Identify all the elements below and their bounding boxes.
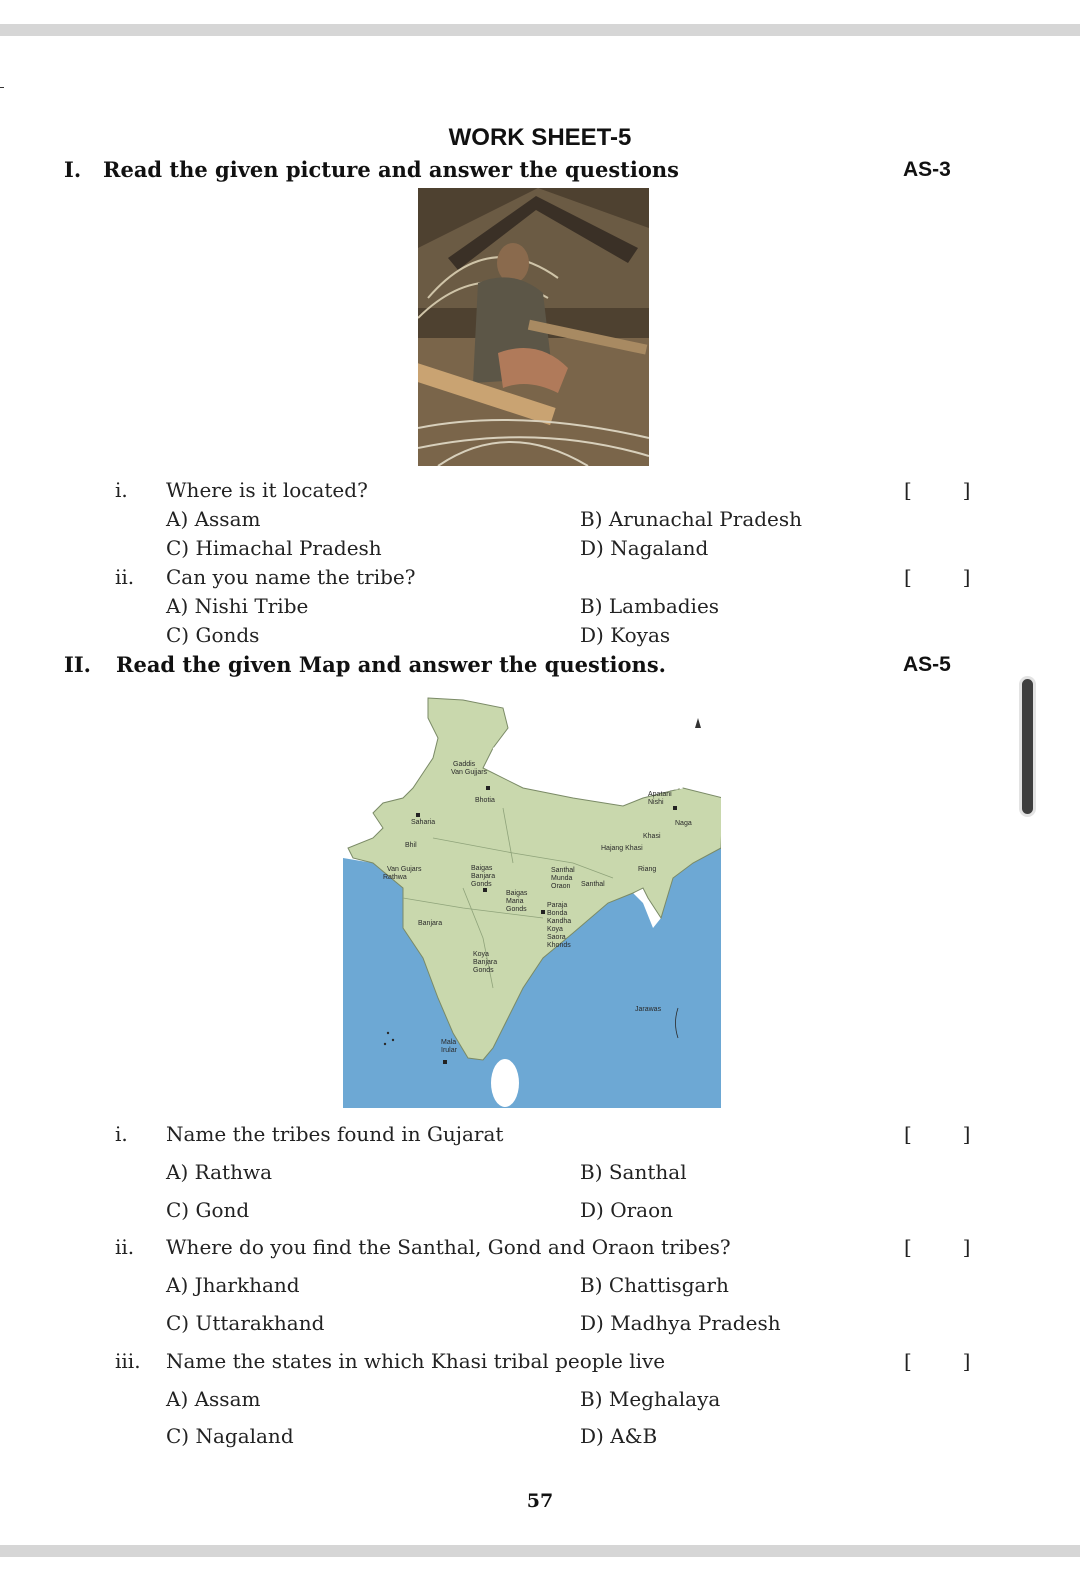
corner-mark — [0, 87, 4, 88]
map-label-bonda: Bonda — [547, 910, 568, 917]
bottom-border-bar — [0, 1545, 1080, 1557]
map-label-munda: Munda — [551, 875, 573, 882]
s2-q1-answer-bracket[interactable]: [ ] — [904, 1122, 971, 1146]
map-label-gaddis: Gaddis — [453, 761, 476, 768]
tribal-man-photo — [418, 188, 649, 466]
s2-q1-option-a: A) Rathwa — [166, 1160, 273, 1184]
s1-q1-option-b: B) Arunachal Pradesh — [580, 507, 803, 531]
map-label-paraja: Paraja — [547, 902, 568, 909]
s2-q2-option-b: B) Chattisgarh — [580, 1273, 729, 1297]
sri-lanka-shape — [491, 1059, 519, 1107]
scrollbar-thumb[interactable] — [1019, 676, 1036, 817]
north-arrow-icon — [695, 718, 701, 728]
s1-q2-option-c: C) Gonds — [166, 623, 260, 647]
map-label-bhotia: Bhotia — [475, 797, 495, 804]
map-label-irular: Irular — [441, 1047, 457, 1054]
s2-q3-answer-bracket[interactable]: [ ] — [904, 1349, 971, 1373]
s2-q1-text: Name the tribes found in Gujarat — [166, 1122, 504, 1146]
marker — [673, 806, 677, 810]
marker — [483, 888, 487, 892]
map-label-gonds-3: Gonds — [473, 967, 494, 974]
s1-q1-option-a: A) Assam — [166, 507, 261, 531]
india-tribes-map — [343, 688, 721, 1108]
s1-q2-text: Can you name the tribe? — [166, 565, 416, 589]
s2-q3-number: iii. — [115, 1349, 141, 1373]
map-label-bhil: Bhil — [405, 842, 417, 849]
map-label-banjara: Banjara — [471, 873, 496, 880]
map-graphic — [343, 688, 721, 1108]
s1-q2-number: ii. — [115, 565, 135, 589]
map-label-jarawas: Jarawas — [635, 1006, 662, 1013]
section-1-heading: Read the given picture and answer the questions — [103, 157, 679, 182]
section-1-code: AS-3 — [903, 158, 951, 181]
map-label-maria: Maria — [506, 898, 524, 905]
s2-q2-answer-bracket[interactable]: [ ] — [904, 1235, 971, 1259]
map-label-hajang-khasi: Hajang Khasi — [601, 845, 643, 852]
map-label-apatani: Apatani — [648, 791, 672, 798]
s1-q2-option-a: A) Nishi Tribe — [166, 594, 309, 618]
marker — [443, 1060, 447, 1064]
map-label-khonds: Khonds — [547, 942, 571, 949]
map-label-khasi: Khasi — [643, 833, 661, 840]
photo-illustration — [418, 188, 649, 466]
map-label-koya-2: Koya — [473, 951, 489, 958]
s2-q1-option-b: B) Santhal — [580, 1160, 687, 1184]
map-label-baigas: Baigas — [471, 865, 493, 872]
page-number: 57 — [526, 1490, 554, 1512]
s1-q2-option-b: B) Lambadies — [580, 594, 720, 618]
s1-q1-number: i. — [115, 478, 128, 502]
map-label-saora: Saora — [547, 934, 566, 941]
s2-q2-text: Where do you find the Santhal, Gond and Oraon tribes? — [166, 1235, 731, 1259]
s2-q3-option-a: A) Assam — [166, 1387, 261, 1411]
s1-q1-option-d: D) Nagaland — [580, 536, 709, 560]
marker — [486, 786, 490, 790]
map-label-santhal-2: Santhal — [581, 881, 605, 888]
map-label-kandha: Kandha — [547, 918, 572, 925]
map-label-riang: Riang — [638, 866, 657, 873]
map-label-gonds-2: Gonds — [506, 906, 527, 913]
s2-q1-option-c: C) Gond — [166, 1198, 250, 1222]
section-2-number: II. — [64, 652, 91, 677]
s2-q3-text: Name the states in which Khasi tribal people live — [166, 1349, 666, 1373]
section-1-number: I. — [64, 157, 82, 182]
s1-q1-option-c: C) Himachal Pradesh — [166, 536, 382, 560]
map-label-saharia: Saharia — [411, 819, 436, 826]
map-label-santhal: Santhal — [551, 867, 575, 874]
s2-q2-option-c: C) Uttarakhand — [166, 1311, 325, 1335]
map-label-baigas-2: Baigas — [506, 890, 528, 897]
map-label-gonds: Gonds — [471, 881, 492, 888]
s2-q3-option-d: D) A&B — [580, 1424, 658, 1448]
map-label-van-gujars: Van Gujars — [387, 866, 422, 873]
s2-q2-number: ii. — [115, 1235, 135, 1259]
s1-q1-answer-bracket[interactable]: [ ] — [904, 478, 971, 502]
map-label-koya: Koya — [547, 926, 563, 933]
s2-q3-option-c: C) Nagaland — [166, 1424, 294, 1448]
top-border-bar — [0, 24, 1080, 36]
s2-q1-option-d: D) Oraon — [580, 1198, 673, 1222]
s1-q2-answer-bracket[interactable]: [ ] — [904, 565, 971, 589]
map-label-oraon: Oraon — [551, 883, 571, 890]
map-label-van-gujjars: Van Gujjars — [451, 769, 488, 776]
s2-q1-number: i. — [115, 1122, 128, 1146]
map-label-banjara-3: Banjara — [473, 959, 498, 966]
map-label-rathwa: Rathwa — [383, 874, 407, 881]
border-line — [493, 748, 683, 791]
worksheet-title: WORK SHEET-5 — [448, 124, 632, 151]
s1-q1-text: Where is it located? — [166, 478, 368, 502]
s2-q3-option-b: B) Meghalaya — [580, 1387, 721, 1411]
map-label-naga: Naga — [675, 820, 692, 827]
s2-q2-option-d: D) Madhya Pradesh — [580, 1311, 781, 1335]
section-2-code: AS-5 — [903, 653, 951, 676]
section-2-heading: Read the given Map and answer the questions. — [116, 652, 666, 677]
map-label-banjara-2: Banjara — [418, 920, 443, 927]
map-label-nishi: Nishi — [648, 799, 664, 806]
s2-q2-option-a: A) Jharkhand — [166, 1273, 300, 1297]
map-label-mala: Mala — [441, 1039, 457, 1046]
marker — [416, 813, 420, 817]
s1-q2-option-d: D) Koyas — [580, 623, 671, 647]
marker — [541, 910, 545, 914]
